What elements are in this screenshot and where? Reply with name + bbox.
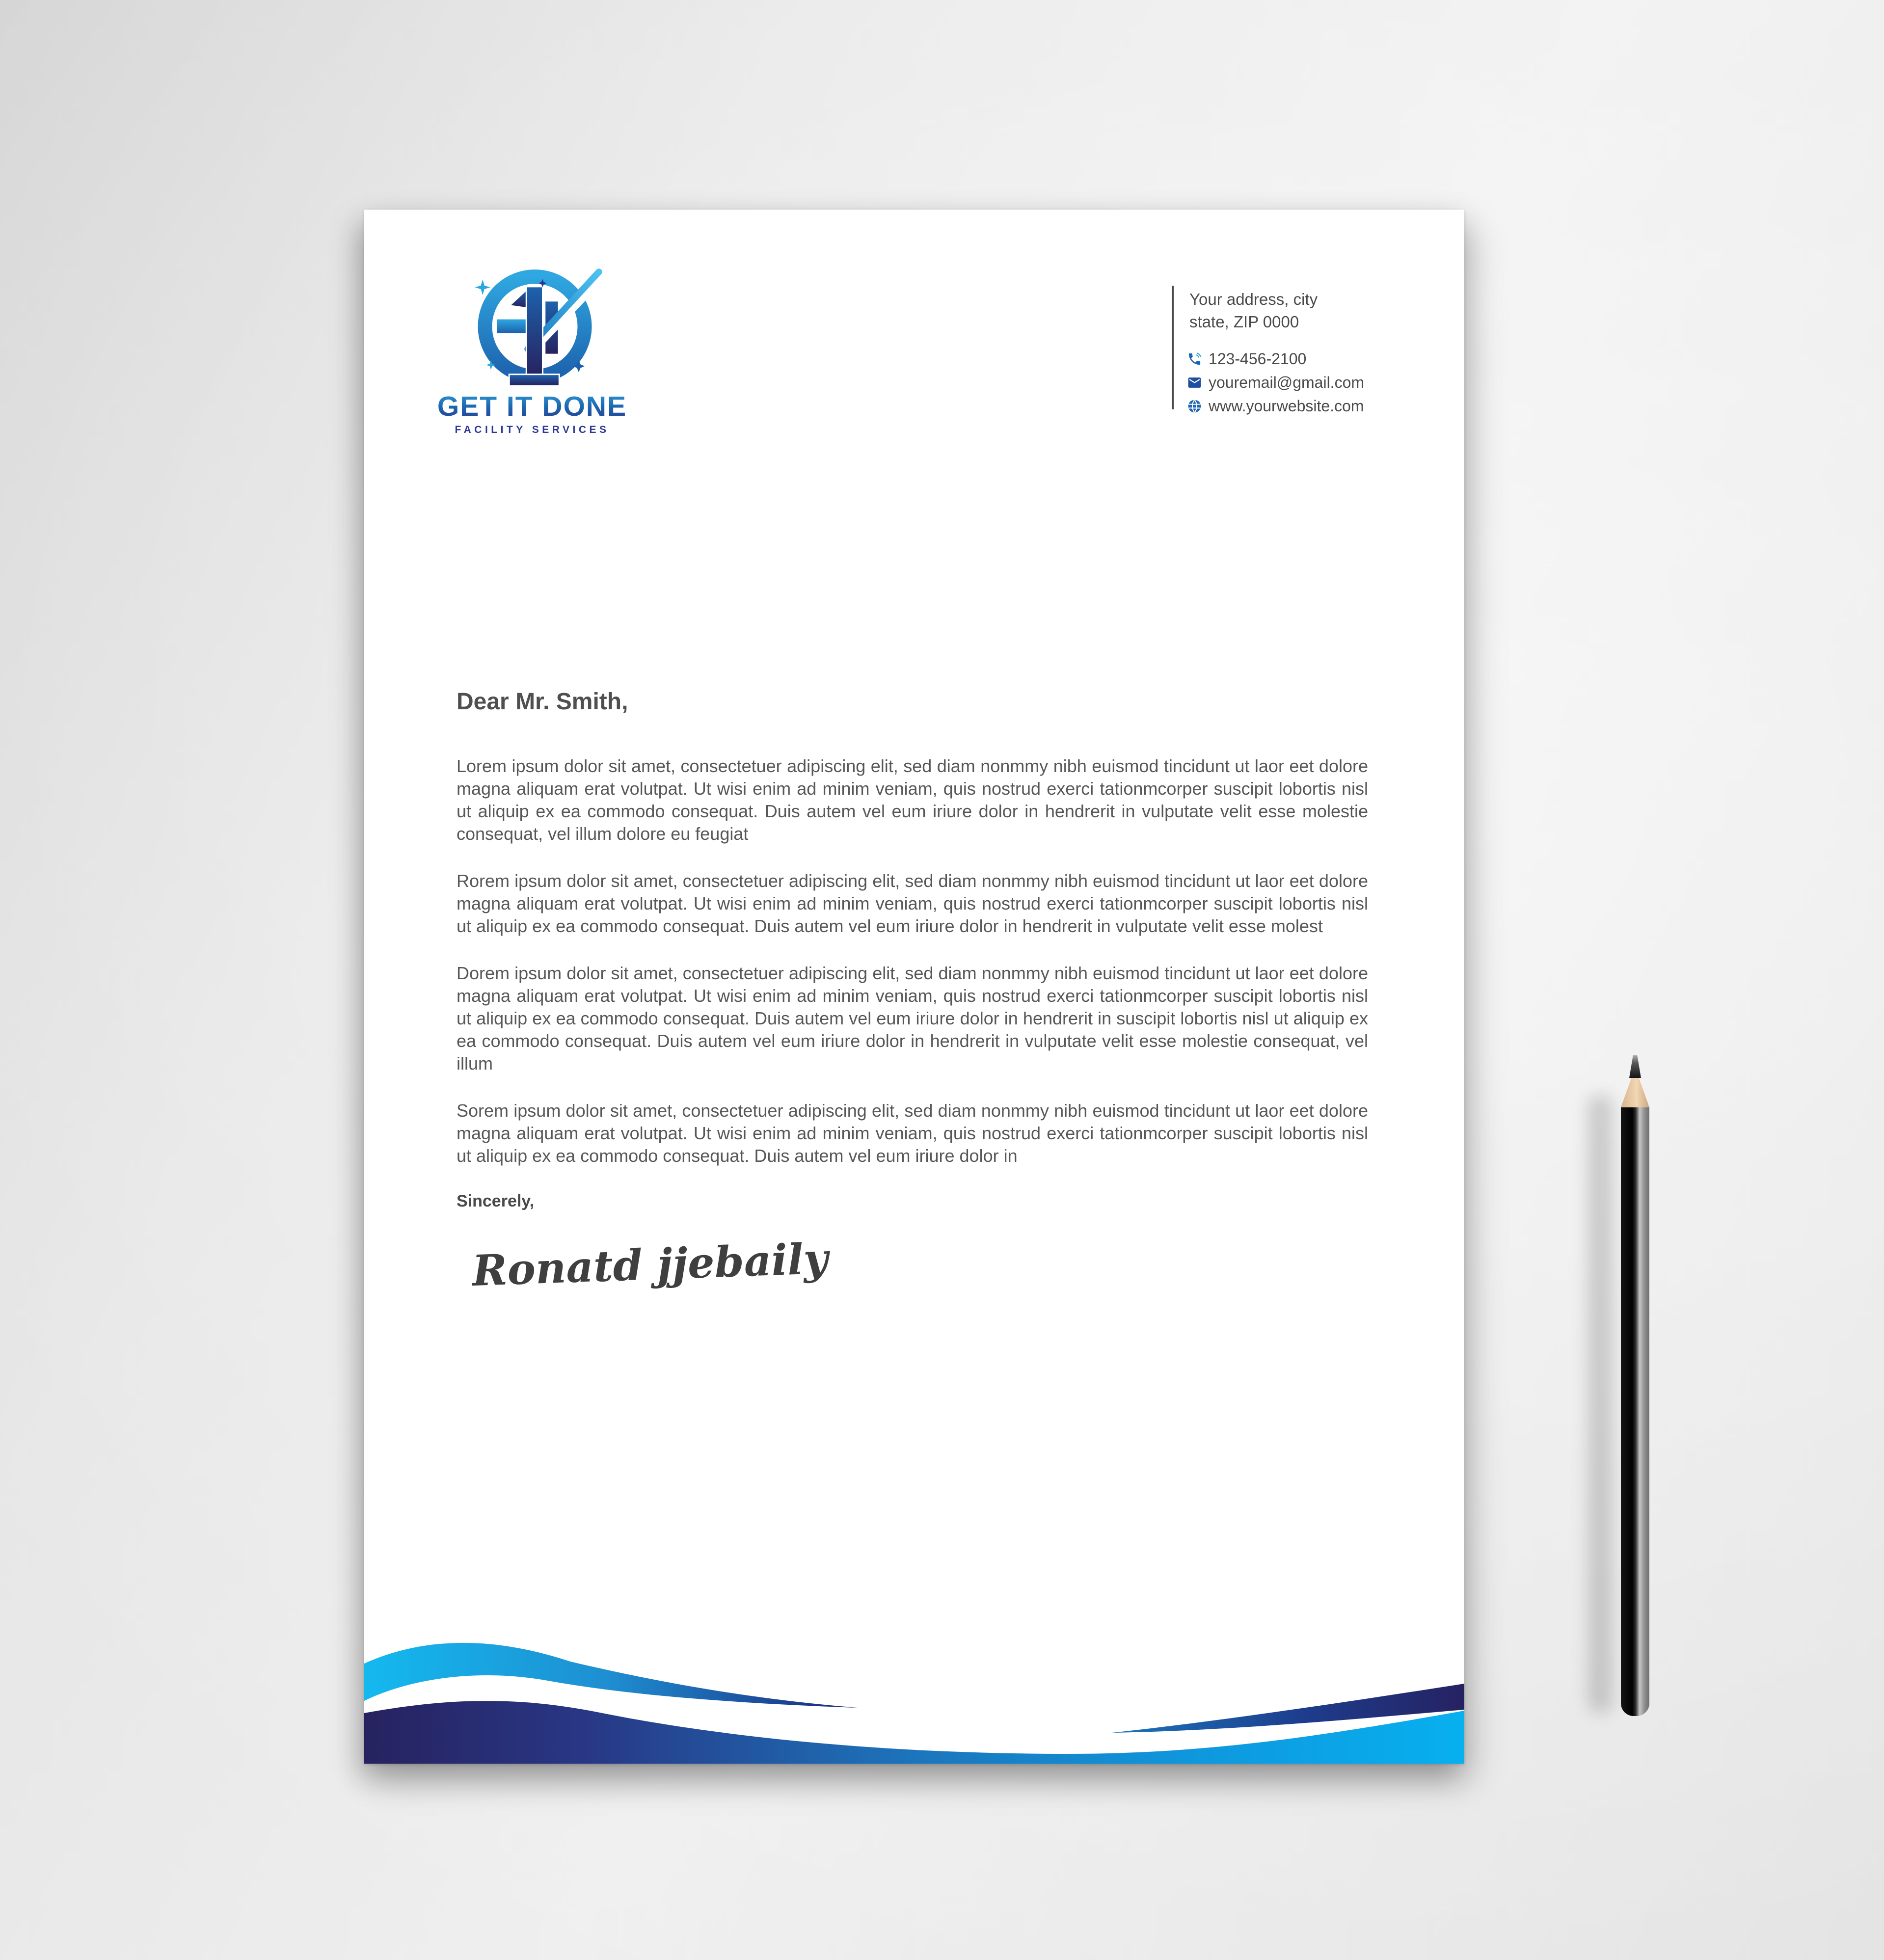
address-line-1: Your address, city bbox=[1189, 290, 1318, 308]
address-block bbox=[1189, 288, 1318, 333]
pencil-wood-cone bbox=[1621, 1078, 1649, 1107]
company-name: GET IT DONE bbox=[409, 390, 655, 423]
pencil-graphite-tip bbox=[1629, 1055, 1641, 1078]
letterhead-page bbox=[364, 210, 1464, 1764]
pencil-body bbox=[1621, 1107, 1649, 1716]
phone-number: 123-456-2100 bbox=[1209, 349, 1307, 368]
envelope-icon bbox=[1187, 375, 1202, 390]
website-row bbox=[1187, 394, 1364, 418]
paragraph-2: Rorem ipsum dolor sit amet, consectetuer adipiscing elit, sed diam nonmmy nibh euismod tincidunt ut laor eet dolore magna aliquam erat volutpat. Ut wisi enim ad minim veniam, quis nostrud exerci tationmcorper suscipit lobortis nisl ut aliquip ex ea commodo consequat. Duis autem vel eum iriure dolor in hendrerit in vulputate velit esse molest bbox=[457, 871, 1368, 936]
email-address: youremail@gmail.com bbox=[1209, 373, 1365, 391]
paragraph-4: Sorem ipsum dolor sit amet, consectetuer adipiscing elit, sed diam nonmmy nibh euismod tincidunt ut laor eet dolore magna aliquam erat volutpat. Ut wisi enim ad minim veniam, quis nostrud exerci tationmcorper suscipit lobortis nisl ut aliquip ex ea commodo consequat. Duis autem vel eum iriure dolor in bbox=[457, 1101, 1368, 1166]
phone-row bbox=[1187, 347, 1364, 371]
salutation: Dear Mr. Smith, bbox=[457, 689, 628, 715]
globe-icon bbox=[1187, 399, 1202, 414]
company-tagline: FACILITY SERVICES bbox=[455, 424, 610, 435]
letter-body bbox=[457, 688, 1368, 1296]
company-logo-mark bbox=[446, 249, 624, 392]
footer-wave-graphic bbox=[364, 1626, 1464, 1764]
website-url: www.yourwebsite.com bbox=[1209, 397, 1364, 415]
paragraph-1: Lorem ipsum dolor sit amet, consectetuer adipiscing elit, sed diam nonmmy nibh euismod tincidunt ut laor eet dolore magna aliquam erat volutpat. Ut wisi enim ad minim veniam, quis nostrud exerci tationmcorper suscipit lobortis nisl ut aliquip ex ea commodo consequat. Duis autem vel eum iriure dolor in hendrerit in vulputate velit esse molestie consequat, vel illum dolore eu feugiat bbox=[457, 756, 1368, 844]
paragraph-3: Dorem ipsum dolor sit amet, consectetuer adipiscing elit, sed diam nonmmy nibh euismod tincidunt ut laor eet dolore magna aliquam erat volutpat. Ut wisi enim ad minim veniam, quis nostrud exerci tationmcorper suscipit lobortis nisl ut aliquip ex ea commodo consequat. Duis autem vel eum iriure dolor in hendrerit in suscipit lobortis nisl ut aliquip ex ea commodo consequat. Duis autem vel eum iriure dolor in hendrerit in vulputate velit esse molestie consequat, vel illum bbox=[457, 963, 1368, 1074]
contact-divider bbox=[1172, 286, 1174, 409]
pencil bbox=[1620, 1055, 1650, 1716]
signature: Ronatd jjebaily bbox=[471, 1234, 829, 1296]
wave-cyan-crest bbox=[364, 1643, 858, 1708]
contact-rows bbox=[1187, 347, 1364, 418]
pencil-shadow bbox=[1588, 1095, 1612, 1713]
address-line-2: state, ZIP 0000 bbox=[1189, 313, 1299, 331]
phone-icon bbox=[1187, 351, 1202, 367]
email-row bbox=[1187, 371, 1364, 394]
closing: Sincerely, bbox=[457, 1192, 535, 1210]
